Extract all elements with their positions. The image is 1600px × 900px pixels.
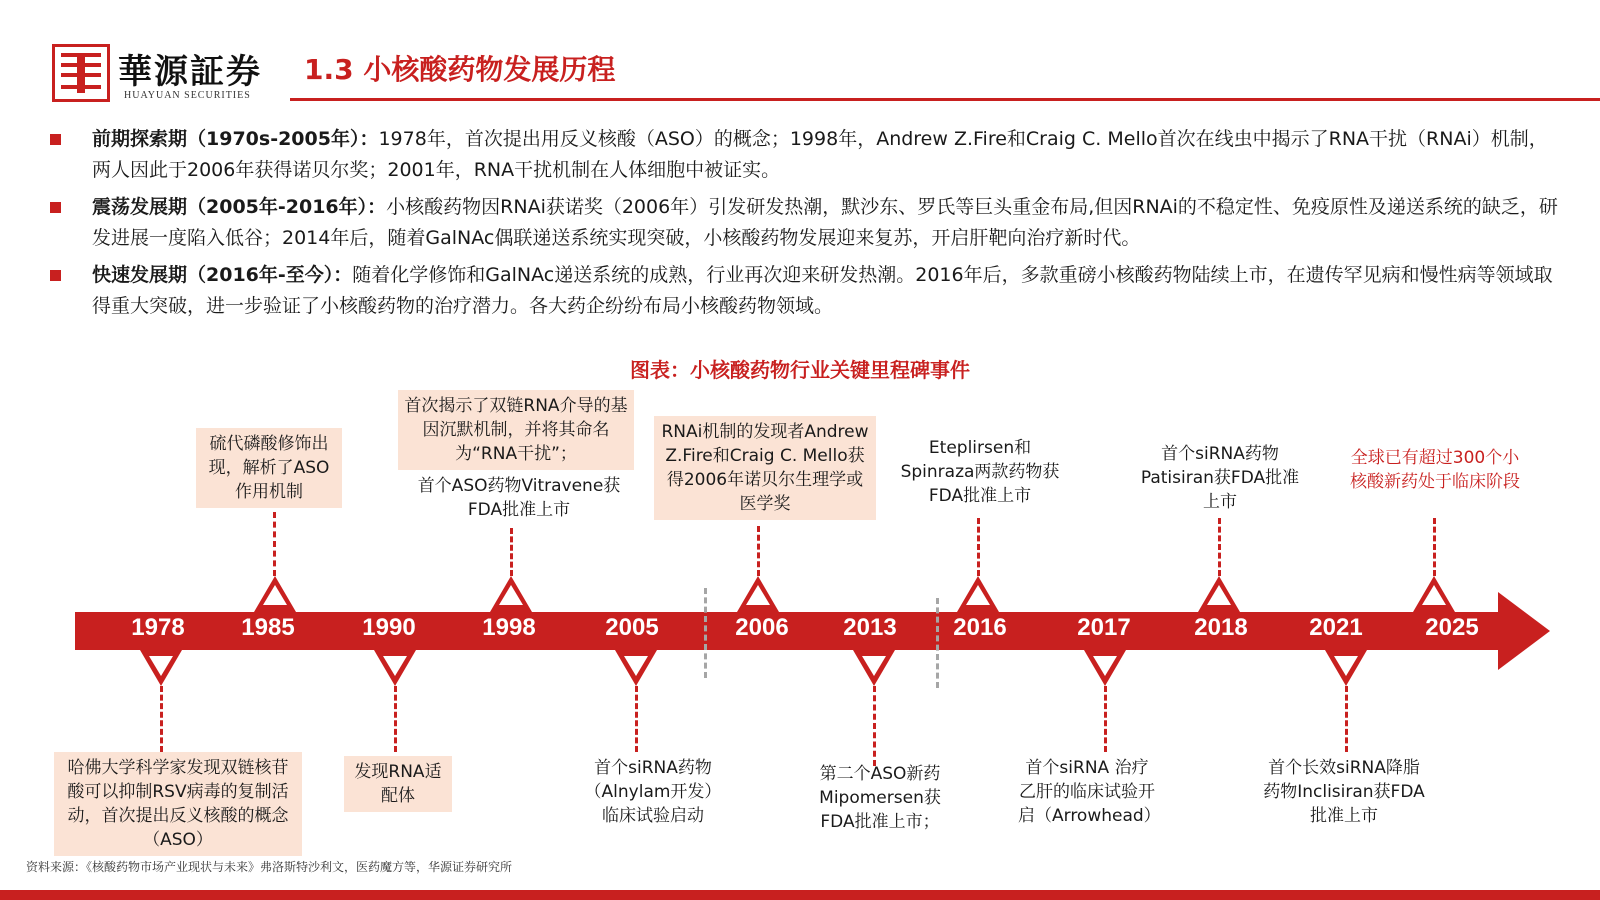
connector-line	[510, 528, 513, 576]
bullet-heading: 震荡发展期（2005年-2016年）：	[92, 196, 387, 218]
connector-line	[1433, 518, 1436, 576]
brand-logo	[52, 44, 110, 102]
year-label: 1998	[482, 614, 536, 641]
year-label: 2021	[1309, 614, 1363, 641]
connector-line	[160, 686, 163, 752]
connector-line	[1345, 686, 1348, 752]
marker-up-icon	[737, 576, 779, 612]
year-label: 2017	[1077, 614, 1131, 641]
event-2013: 第二个ASO新药Mipomersen获FDA批准上市；	[819, 764, 941, 832]
bullet-text: 随着化学修饰和GalNAc递送系统的成熟，行业再次迎来研发热潮。2016年后，多款重磅小核酸药物陆续上市，在遗传罕见病和慢性病等领域取得重大突破，进一步验证了小核酸药物的治疗潜力。各大药企纷纷布局小核酸药物领域。	[92, 264, 1553, 317]
brand-name: 華源証券	[118, 52, 262, 92]
event-2006: RNAi机制的发现者Andrew Z.Fire和Craig C. Mello获得2006年诺贝尔生理学或医学奖	[654, 416, 876, 520]
event-2017: 首个siRNA 治疗乙肝的临床试验开启（Arrowhead）	[1018, 758, 1161, 826]
page-title: 1.3 小核酸药物发展历程	[304, 53, 616, 86]
year-label: 2006	[735, 614, 789, 641]
era-separator	[704, 588, 707, 678]
header-divider	[290, 98, 1600, 101]
connector-line	[977, 518, 980, 576]
event-1978: 哈佛大学科学家发现双链核苷酸可以抑制RSV病毒的复制活动，首次提出反义核酸的概念（ASO）	[54, 752, 302, 856]
bullet-item	[50, 260, 1560, 322]
bullet-text: 小核酸药物因RNAi获诺奖（2006年）引发研发热潮，默沙东、罗氏等巨头重金布局,但因RNAi的不稳定性、免疫原性及递送系统的缺乏，研发进展一度陷入低谷；2014年后，随着GalNAc偶联递送系统实现突破，小核酸药物发展迎来复苏，开启肝靶向治疗新时代。	[92, 196, 1558, 249]
connector-line	[1104, 686, 1107, 752]
year-label: 2025	[1425, 614, 1479, 641]
bullet-square-icon	[50, 270, 61, 281]
marker-down-icon	[853, 650, 895, 686]
event-1998: 首个ASO药物Vitravene获FDA批准上市	[417, 476, 621, 520]
event-2025: 全球已有超过300个小核酸新药处于临床阶段	[1350, 448, 1520, 492]
marker-down-icon	[1325, 650, 1367, 686]
connector-line	[757, 526, 760, 576]
marker-up-icon	[490, 576, 532, 612]
connector-line	[394, 686, 397, 752]
year-label: 2005	[605, 614, 659, 641]
event-1985: 硫代磷酸修饰出现，解析了ASO作用机制	[196, 428, 342, 508]
event-2016: Eteplirsen和Spinraza两款药物获FDA批准上市	[900, 438, 1060, 506]
year-label: 2013	[843, 614, 897, 641]
timeline-arrow-icon	[1498, 592, 1550, 670]
year-label: 1990	[362, 614, 416, 641]
bullet-heading: 前期探索期（1970s-2005年）：	[92, 128, 379, 150]
chart-title: 图表：小核酸药物行业关键里程碑事件	[630, 358, 970, 382]
bullet-heading: 快速发展期（2016年-至今）：	[92, 264, 353, 286]
marker-down-icon	[1084, 650, 1126, 686]
footer-bar	[0, 890, 1600, 900]
year-label: 1978	[131, 614, 185, 641]
marker-up-icon	[254, 576, 296, 612]
connector-line	[273, 512, 276, 576]
bullet-list	[50, 124, 1560, 328]
source-note: 资料来源：《核酸药物市场产业现状与未来》弗洛斯特沙利文，医药魔方等，华源证券研究所	[26, 860, 513, 874]
marker-up-icon	[1198, 576, 1240, 612]
event-1998-box: 首次揭示了双链RNA介导的基因沉默机制，并将其命名为“RNA干扰”；	[398, 390, 634, 470]
marker-up-icon	[1413, 576, 1455, 612]
brand-subtitle: HUAYUAN SECURITIES	[124, 90, 251, 101]
connector-line	[635, 686, 638, 752]
bullet-item	[50, 124, 1560, 186]
bullet-square-icon	[50, 202, 61, 213]
event-2021: 首个长效siRNA降脂药物Inclisiran获FDA批准上市	[1263, 758, 1425, 826]
event-2005: 首个siRNA药物（Alnylam开发）临床试验启动	[584, 758, 722, 826]
year-label: 2016	[953, 614, 1007, 641]
bullet-item	[50, 192, 1560, 254]
marker-up-icon	[957, 576, 999, 612]
year-label: 1985	[241, 614, 295, 641]
bullet-square-icon	[50, 134, 61, 145]
event-2018: 首个siRNA药物Patisiran获FDA批准上市	[1140, 444, 1300, 512]
connector-line	[1218, 518, 1221, 576]
connector-line	[873, 686, 876, 766]
marker-down-icon	[140, 650, 182, 686]
event-1990: 发现RNA适配体	[344, 756, 452, 812]
marker-down-icon	[374, 650, 416, 686]
year-label: 2018	[1194, 614, 1248, 641]
bullet-text: 1978年，首次提出用反义核酸（ASO）的概念；1998年，Andrew Z.Fire和Craig C. Mello首次在线虫中揭示了RNA干扰（RNAi）机制，两人因此于2006年获得诺贝尔奖；2001年，RNA干扰机制在人体细胞中被证实。	[92, 128, 1548, 181]
marker-down-icon	[615, 650, 657, 686]
era-separator	[936, 598, 939, 688]
